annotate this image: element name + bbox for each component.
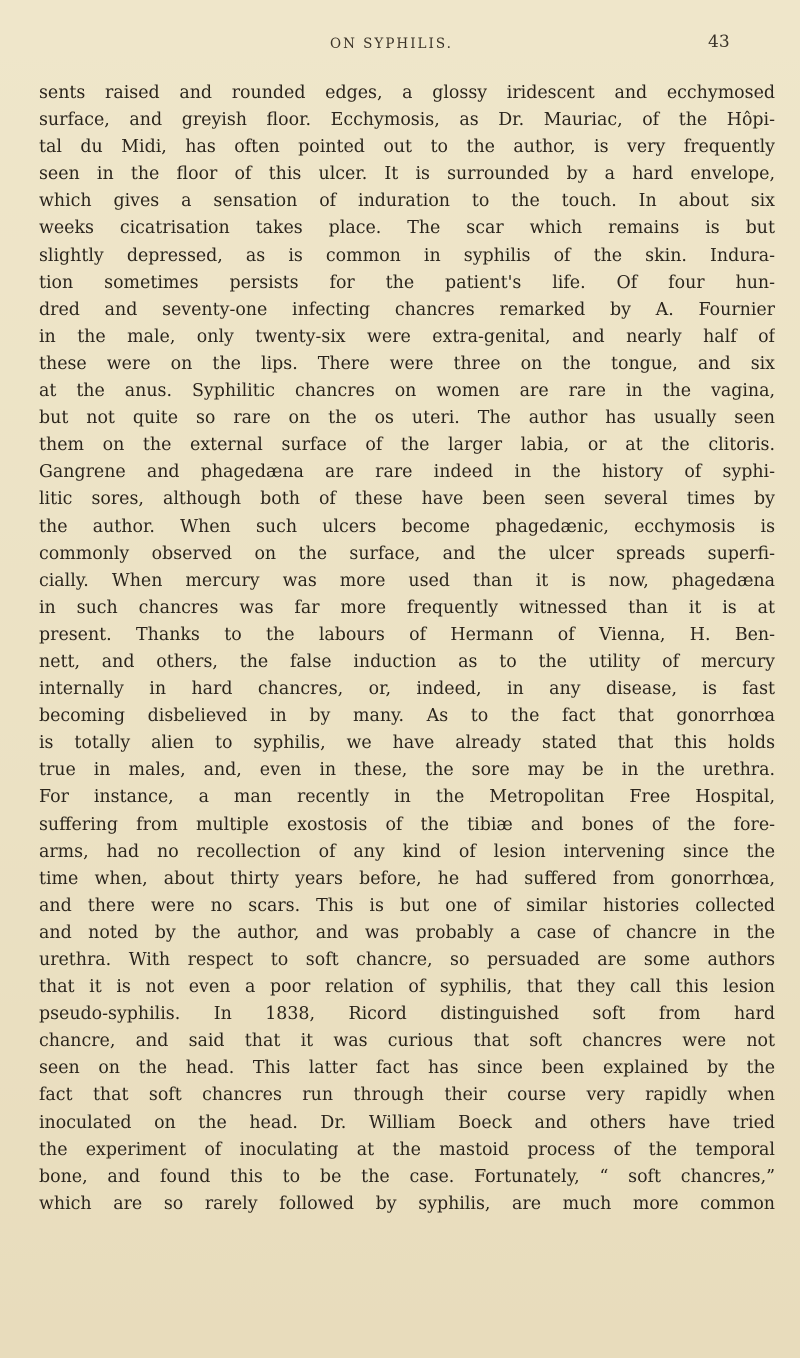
- text-line: but not quite so rare on the os uteri. The author has usually seen: [39, 408, 775, 429]
- text-line: seen in the floor of this ulcer. It is surrounded by a hard envelope,: [39, 164, 775, 185]
- text-line: commonly observed on the surface, and the ulcer spreads superfi-: [39, 543, 775, 564]
- text-line: cially. When mercury was more used than it is now, phagedæna: [39, 570, 775, 591]
- text-line: pseudo-syphilis. In 1838, Ricord distinguished soft from hard: [39, 1004, 775, 1025]
- text-line: and noted by the author, and was probably a case of chancre in the: [39, 922, 775, 943]
- running-head: [0, 32, 800, 56]
- text-line: dred and seventy-one infecting chancres remarked by A. Fournier: [39, 299, 775, 320]
- text-line: is totally alien to syphilis, we have already stated that this holds: [39, 733, 775, 754]
- text-line: bone, and found this to be the case. Fortunately, “ soft chancres,”: [39, 1166, 775, 1187]
- text-line: nett, and others, the false induction as to the utility of mercury: [39, 651, 775, 672]
- text-line: true in males, and, even in these, the sore may be in the urethra.: [39, 760, 775, 781]
- text-line: in the male, only twenty-six were extra-genital, and nearly half of: [39, 326, 775, 347]
- text-line: them on the external surface of the larger labia, or at the clitoris.: [39, 435, 775, 456]
- text-line: time when, about thirty years before, he had suffered from gonorrhœa,: [39, 868, 775, 889]
- text-line: and there were no scars. This is but one of similar histories collected: [39, 895, 775, 916]
- text-line: seen on the head. This latter fact has since been explained by the: [39, 1058, 775, 1079]
- text-line: that it is not even a poor relation of syphilis, that they call this lesion: [39, 977, 775, 998]
- text-line: urethra. With respect to soft chancre, so persuaded are some authors: [39, 950, 775, 970]
- text-line: suffering from multiple exostosis of the tibiæ and bones of the fore-: [39, 814, 775, 835]
- text-line: chancre, and said that it was curious that soft chancres were not: [39, 1031, 775, 1052]
- running-title: ON SYPHILIS.: [330, 36, 453, 52]
- text-line: arms, had no recollection of any kind of lesion intervening since the: [39, 841, 775, 862]
- text-line: Gangrene and phagedæna are rare indeed in the history of syphi-: [39, 462, 775, 483]
- page-number: 43: [708, 32, 730, 52]
- text-line: tal du Midi, has often pointed out to the author, is very frequently: [39, 137, 775, 158]
- text-line: slightly depressed, as is common in syphilis of the skin. Indura-: [39, 245, 775, 266]
- text-line: sents raised and rounded edges, a glossy iridescent and ecchymosed: [39, 83, 775, 103]
- text-line: surface, and greyish floor. Ecchymosis, as Dr. Mauriac, of the Hôpi-: [39, 110, 775, 131]
- text-line: weeks cicatrisation takes place. The scar which remains is but: [39, 218, 775, 239]
- text-line: the author. When such ulcers become phagedænic, ecchymosis is: [39, 516, 775, 537]
- text-line: which are so rarely followed by syphilis, are much more common: [39, 1193, 775, 1214]
- text-line: litic sores, although both of these have been seen several times by: [39, 489, 775, 510]
- text-line: these were on the lips. There were three on the tongue, and six: [39, 353, 775, 374]
- text-line: at the anus. Syphilitic chancres on women are rare in the vagina,: [39, 381, 775, 402]
- text-line: For instance, a man recently in the Metropolitan Free Hospital,: [39, 787, 775, 808]
- body-paragraph: [39, 80, 775, 1218]
- text-line: becoming disbelieved in by many. As to the fact that gonorrhœa: [39, 706, 775, 727]
- text-line: which gives a sensation of induration to the touch. In about six: [39, 191, 775, 212]
- text-line: present. Thanks to the labours of Hermann of Vienna, H. Ben-: [39, 624, 775, 645]
- text-line: internally in hard chancres, or, indeed, in any disease, is fast: [39, 679, 775, 700]
- text-line: inoculated on the head. Dr. William Boeck and others have tried: [39, 1112, 775, 1133]
- text-line: the experiment of inoculating at the mastoid process of the temporal: [39, 1139, 775, 1160]
- text-line: fact that soft chancres run through their course very rapidly when: [39, 1085, 775, 1106]
- text-line: in such chancres was far more frequently witnessed than it is at: [39, 597, 775, 618]
- text-line: tion sometimes persists for the patient's life. Of four hun-: [39, 272, 775, 293]
